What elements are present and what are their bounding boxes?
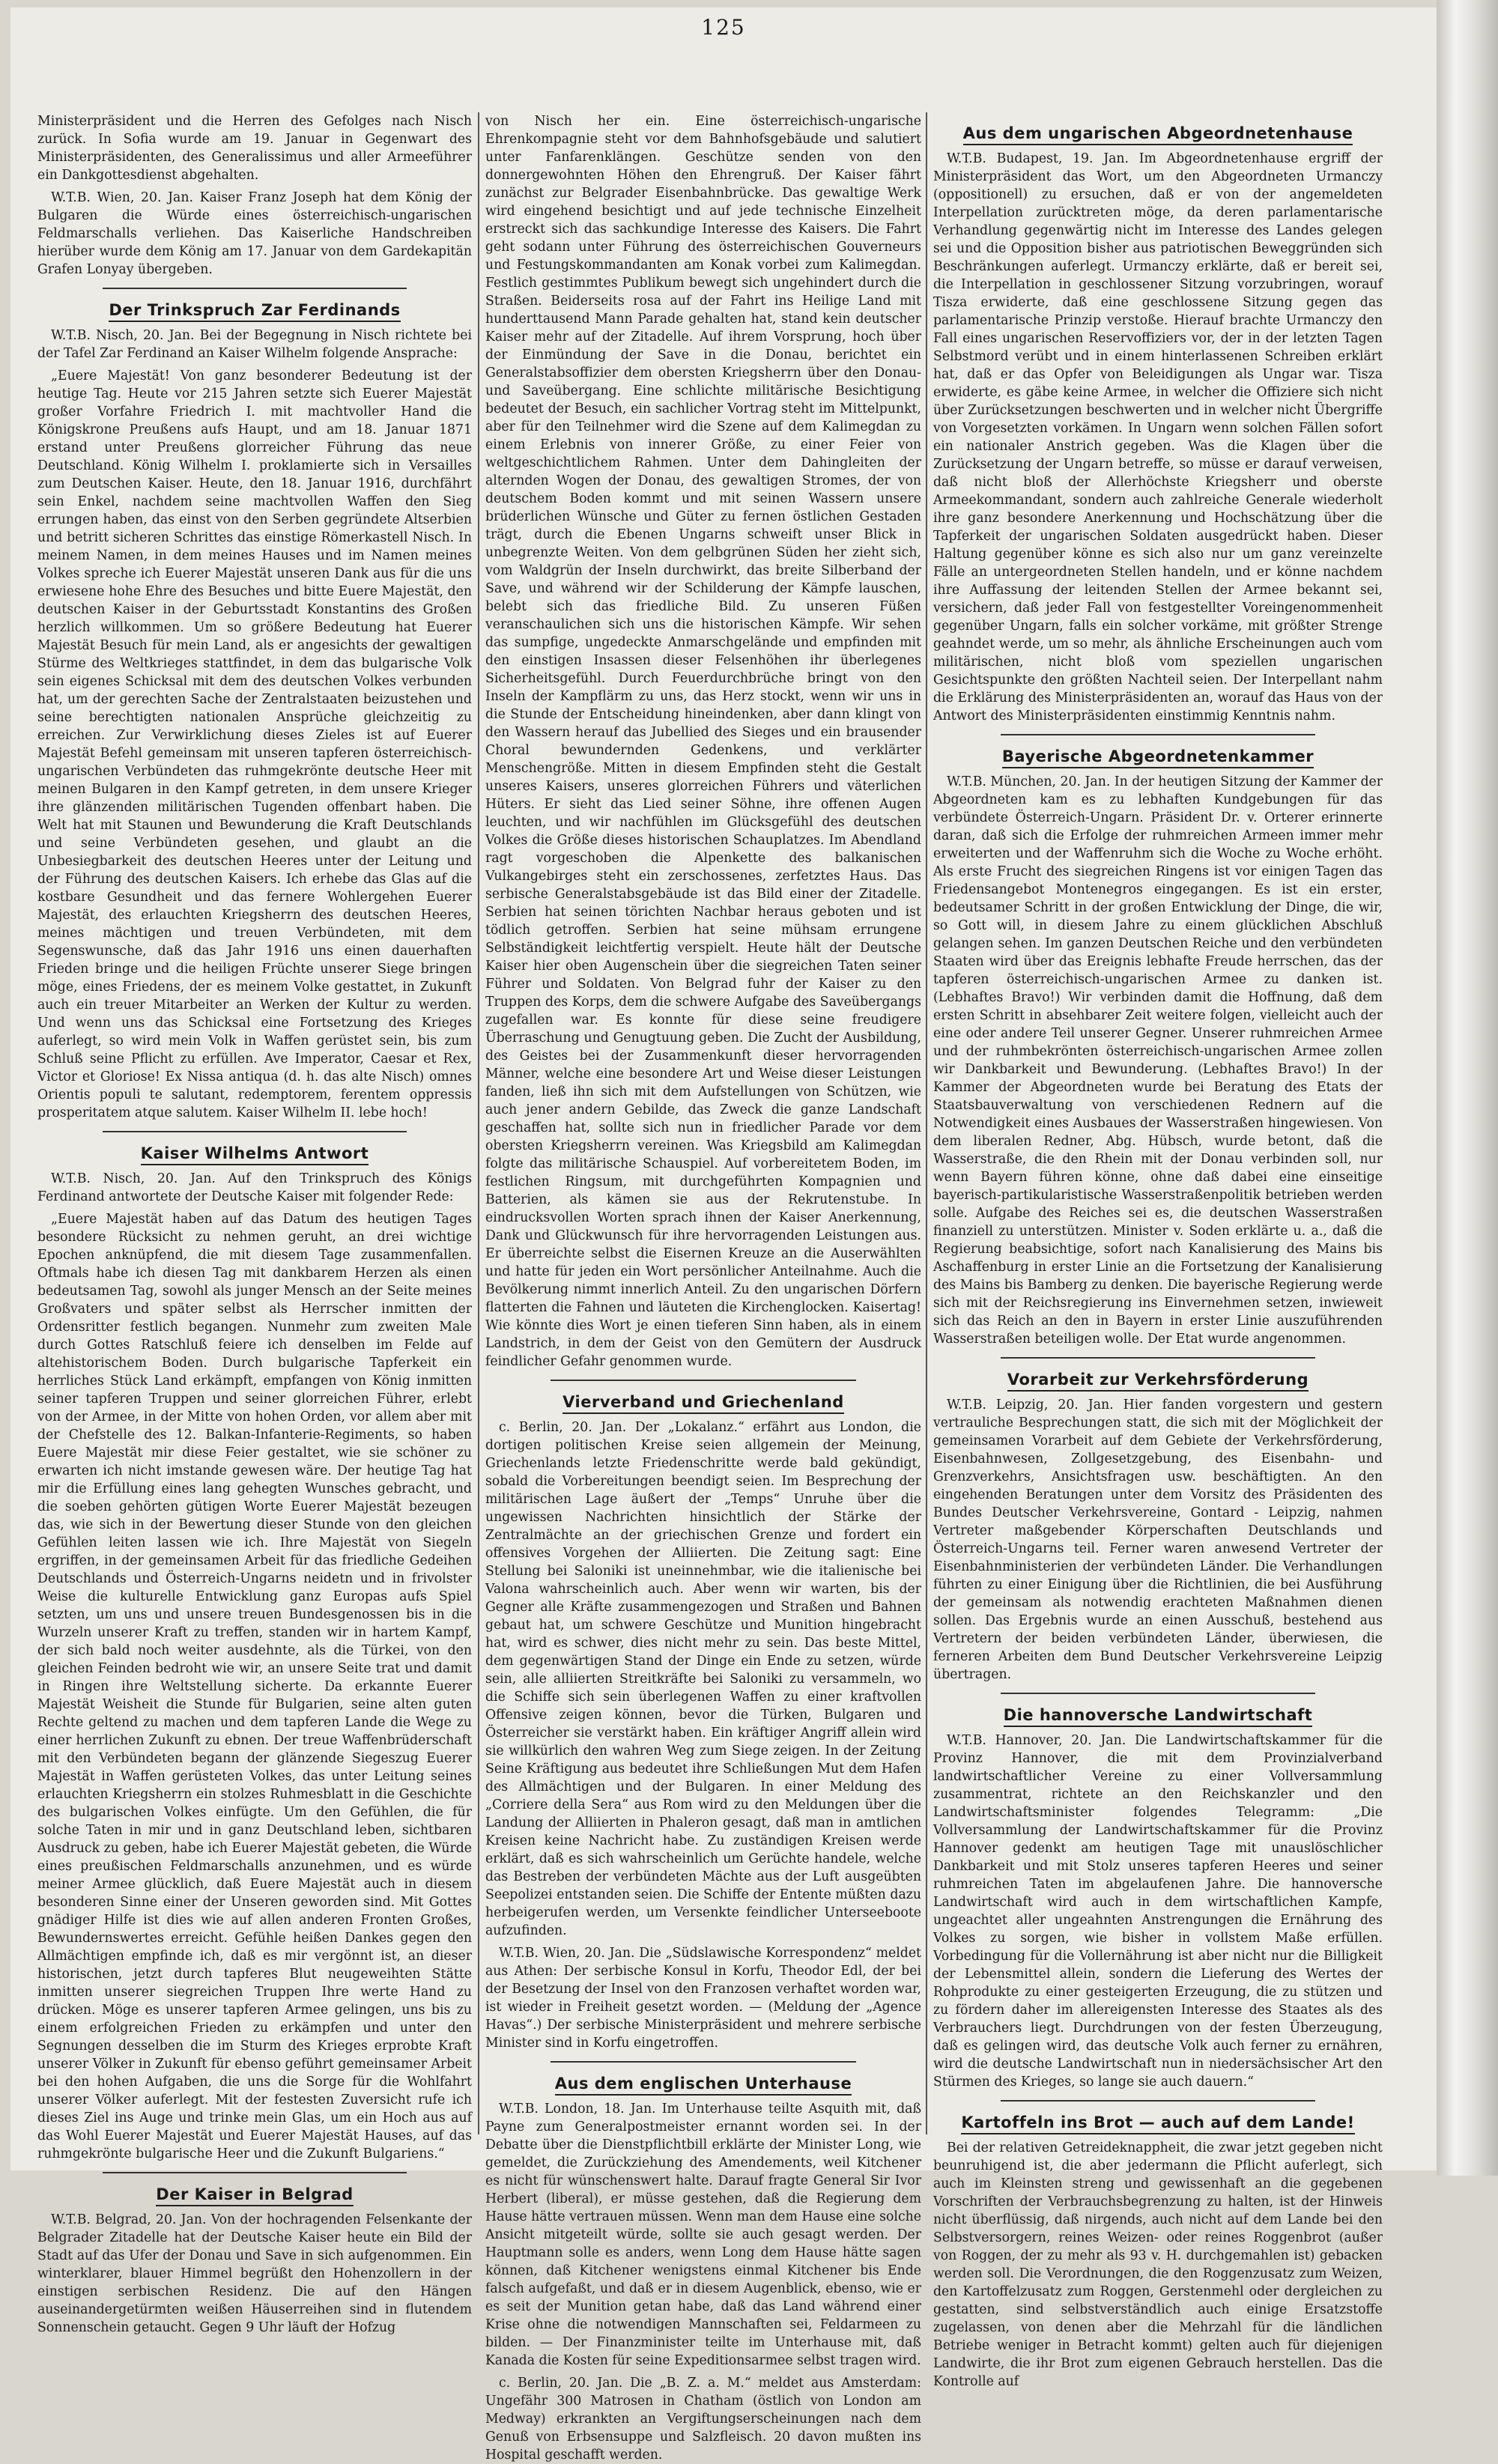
article-paragraph: W.T.B. Nisch, 20. Jan. Bei der Begegnung in Nisch richtete bei der Tafel Zar Ferdinand an Kaiser Wilhelm folgende Ansprache: <box>37 328 472 361</box>
article-headline <box>933 1706 1383 1724</box>
article-paragraph: W.T.B. London, 18. Jan. Im Unterhause teilte Asquith mit, daß Payne zum Generalpostmeister ernannt worden sei. In der Debatte über die Dienstpflichtbill erklärte der Minister Long, wie gemeldet, die Zurückziehung des Amendements, weil Kitchener es nicht für wünschenswert halte. Darauf fragte General Sir Ivor Herbert (liberal), er müsse gestehen, daß die Regierung dem Hause hätte vertrauen müssen. Wenn man dem Hause eine solche Ansicht mitgeteilt würde, sollte sie auch gesagt werden. Der Hauptmann solle es anders, wenn Long dem Hause hätte sagen können, daß Kitchener wenigstens einmal Kitchener bis Ende falsch aufgefaßt, und daß er in diesem Augenblick, ebenso, wie er es seit der Munition getan habe, daß das Land während einer Krise ohne die notwendigen Mannschaften sei, Feldarmeen zu bilden. — Der Finanzminister teilte im Unterhause mit, daß Kanada die Kosten für seine Expeditionsarmee selbst tragen wird. <box>485 2102 921 2368</box>
section-separator <box>103 1131 407 1132</box>
article-headline <box>485 1393 921 1411</box>
article-paragraph: W.T.B. Wien, 20. Jan. Kaiser Franz Joseph hat dem König der Bulgaren die Würde eines österreichisch-ungarischen Feldmarschalls verliehen. Das Kaiserliche Handschreiben hierüber wurde dem König am 17. Januar von dem Gardekapitän Grafen Lonyay übergeben. <box>37 190 472 277</box>
article-paragraph: W.T.B. Leipzig, 20. Jan. Hier fanden vorgestern und gestern vertrauliche Besprechungen statt, die sich mit der Möglichkeit der gemeinsamen Vorarbeit auf dem Gebiete der Verkehrsförderung, Eisenbahnwesen, Zollgesetzgebung, des Eisenbahn- und Grenzverkehrs, Ansichtsfragen usw. beschäftigten. An den eingehenden Beratungen unter dem Vorsitz des Präsidenten des Bundes Deutscher Verkehrsvereine, Gontard - Leipzig, nahmen Vertreter maßgebender Körperschaften Deutschlands und Österreich-Ungarns teil. Ferner waren anwesend Vertreter der Eisenbahnministerien der verbündeten Länder. Die Verhandlungen führten zu einer Einigung über die Richtlinien, die bei Ausführung der gemeinsam als notwendig erachteten Maßnahmen dienen sollen. Das Ergebnis wurde an einen Ausschuß, bestehend aus Vertretern der beiden verbündeten Länder, überwiesen, die ferneren Arbeiten dem Bund Deutscher Verkehrsvereine Leipzig übertragen. <box>933 1398 1383 1682</box>
article-paragraph: „Euere Majestät! Von ganz besonderer Bedeutung ist der heutige Tag. Heute vor 215 Jahren setzte sich Euerer Majestät großer Vorfahre Friedrich I. mit machtvoller Hand die Königskrone Preußens aufs Haupt, und am 18. Januar 1871 erstand unter Preußens glorreicher Führung das neue Deutschland. König Wilhelm I. proklamierte sich in Versailles zum Deutschen Kaiser. Heute, den 18. Januar 1916, durchfährt sein Enkel, nachdem seine machtvollen Waffen den Sieg errungen haben, das einst von den Serben gegründete Altserbien und betritt sicheren Schrittes das einstige Römerkastell Nisch. In meinem Namen, in dem meines Hauses und im Namen meines Volkes spreche ich Euerer Majestät unseren Dank aus für die uns erwiesene hohe Ehre des Besuches und bitte Euere Majestät, den deutschen Kaiser in der Geburtsstadt Konstantins des Großen herzlich willkommen. Um so größere Bedeutung hat Euerer Majestät Besuch für mein Land, als er angesichts der gewaltigen Stürme des Weltkrieges stattfindet, in dem das bulgarische Volk sein eigenes Schicksal mit dem des deutschen Volkes verbunden hat, um der gerechten Sache der Zentralstaaten beizustehen und seine berechtigten nationalen Ansprüche gleichzeitig zu erreichen. Zur Verwirklichung dieses Zieles ist auf Euerer Majestät Befehl gemeinsam mit unseren tapferen österreichisch-ungarischen Verbündeten das ruhmgekrönte deutsche Heer mit meinen Bulgaren in den Kampf getreten, in dem unsere Krieger ihre glänzenden militärischen Tugenden offenbart haben. Die Welt hat mit Staunen und Bewunderung die Kraft Deutschlands und seine Verbündeten gesehen, und glaubt an die Unbesiegbarkeit des deutschen Heeres unter der Leitung und der Führung des deutschen Kaisers. Ich erhebe das Glas auf die kostbare Gesundheit und das fernere Wohlergehen Euerer Majestät, des erlauchten Kriegsherrn des deutschen Heeres, meines mächtigen und treuen Verbündeten, mit dem Segenswunsche, daß das Jahr 1916 uns einen dauerhaften Frieden bringe und die heiligen Früchte unserer Siege bringen möge, eines Friedens, der es meinem Volke gestattet, in Zukunft auch ein treuer Mitarbeiter an Werken der Kultur zu werden. Und wenn uns das Schicksal eine Fortsetzung des Krieges auferlegt, so wird mein Volk in Waffen gerüstet sein, bis zum Schluß seine Pflicht zu erfüllen. Ave Imperator, Caesar et Rex, Victor et Gloriose! Ex Nissa antiqua (d. h. das alte Nisch) omnes Orientis populi te salutant, redemptorem, ferentem oppressis prosperitatem atque salutem. Kaiser Wilhelm II. lebe hoch! <box>37 368 472 1120</box>
article-headline <box>37 1144 472 1162</box>
article-paragraph: W.T.B. Wien, 20. Jan. Die „Südslawische Korrespondenz“ meldet aus Athen: Der serbische Konsul in Korfu, Theodor Edl, der bei der Besetzung der Insel von den Franzosen verhaftet worden war, ist wieder in Freiheit gesetzt worden. — (Meldung der „Agence Havas“.) Der serbische Ministerpräsident und mehrere serbische Minister sind in Korfu eingetroffen. <box>485 1946 921 2051</box>
article-headline-text: Der Kaiser in Belgrad <box>156 2185 353 2206</box>
section-separator <box>103 288 407 289</box>
article-paragraph: W.T.B. Belgrad, 20. Jan. Von der hochragenden Felsenkante der Belgrader Zitadelle hat der Deutsche Kaiser heute ein Bild der Stadt auf das Ufer der Donau und Save in sich aufgenommen. Ein winterklarer, blauer Himmel begrüßt den Hohenzollern in der einstigen serbischen Residenz. Die auf den Hängen auseinandergetürmten weißen Häuserreihen sind in flutendem Sonnenschein getaucht. Gegen 9 Uhr läuft der Hofzug <box>37 2212 472 2335</box>
column-divider <box>926 112 927 2134</box>
section-separator <box>103 2172 407 2173</box>
article-headline-text: Kartoffeln ins Brot — auch auf dem Lande! <box>961 2113 1354 2134</box>
article-headline-text: Bayerische Abgeordnetenkammer <box>1002 747 1314 768</box>
article-headline <box>37 2185 472 2203</box>
article-headline-text: Vorarbeit zur Verkehrsförderung <box>1007 1371 1309 1392</box>
article-paragraph: c. Berlin, 20. Jan. Die „B. Z. a. M.“ meldet aus Amsterdam: Ungefähr 300 Matrosen in Chatham (östlich von London am Medway) erkrankten an Vergiftungserscheinungen nach dem Genuß von Erbsensuppe und Salzfleisch. 20 davon mußten ins Hospital geschafft werden. <box>485 2376 921 2463</box>
article-headline-text: Aus dem englischen Unterhause <box>555 2075 852 2096</box>
section-separator <box>551 1380 855 1381</box>
article-paragraph: Ministerpräsident und die Herren des Gefolges nach Nisch zurück. In Sofia wurde am 19. Januar in Gegenwart des Ministerpräsidenten, des Generalissimus und aller Armeeführer ein Dankgottesdienst abgehalten. <box>37 114 472 183</box>
article-paragraph: W.T.B. Hannover, 20. Jan. Die Landwirtschaftskammer für die Provinz Hannover, die mit dem Provinzialverband landwirtschaftlicher Vereine zu einer Vollversammlung zusammentrat, richtete an den Reichskanzler und den Landwirtschaftsminister folgendes Telegramm: „Die Vollversammlung der Landwirtschaftskammer für die Provinz Hannover gedenkt am heutigen Tage mit unauslöschlicher Dankbarkeit und mit Stolz unseres tapferen Heeres und seiner ruhmreichen Taten im abgelaufenen Jahre. Die hannoversche Landwirtschaft wird auch in dem wirtschaftlichen Kampfe, ungeachtet aller ungeahnten Anstrengungen die Ernährung des Volkes zu sorgen, wie bisher in vollstem Maße erfüllen. Vorbedingung für die Vollernährung ist aber nicht nur die Billigkeit der Lebensmittel allein, sondern die Lieferung des Wertes der Rohprodukte zu einer gesteigerten Erzeugung, die zu stützen und zu fördern daher im allereigensten Interesse des Staates als des Verbrauchers liegt. Durchdrungen von der festen Überzeugung, daß es gelingen wird, das deutsche Volk auch ferner zu ernähren, wird die deutsche Landwirtschaft nun in niedersächsischer Art den Stürmen des Krieges, so lange sie auch dauern.“ <box>933 1733 1383 2090</box>
article-headline-text: Der Trinkspruch Zar Ferdinands <box>109 301 400 322</box>
section-separator <box>551 2061 855 2063</box>
article-headline <box>933 124 1383 142</box>
article-paragraph: „Euere Majestät haben auf das Datum des heutigen Tages besondere Rücksicht zu nehmen geruht, an drei wichtige Epochen anknüpfend, die mit diesem Tage zusammenfallen. Oftmals habe ich diesen Tag mit dankbarem Herzen als einen bedeutsamen Tag, sowohl als junger Mensch an der Seite meines Großvaters und später selbst als Herrscher inmitten der Ordensritter festlich begangen. Nunmehr zum zweiten Male durch Gottes Ratschluß feiere ich denselben im Felde auf altehistorischem Boden. Durch bulgarische Tapferkeit ein herrliches Stück Land erkämpft, empfangen von König inmitten seiner tapferen Truppen und seiner glorreichen Führer, erlebt von der Armee, in der Mitte von hohen Orden, vor allem aber mit der Chefstelle des 12. Balkan-Infanterie-Regiments, so haben Euere Majestät mir diese Feier gestaltet, wie sie schöner zu erwarten ich nicht imstande gewesen wäre. Der heutige Tag hat mir die Erfüllung eines lang gehegten Wunsches gebracht, und die soeben gehörten gütigen Worte Euerer Majestät bezeugen das, wie sich in der Bewertung dieser Stunde von den gleichen Gefühlen leiten lassen wie ich. Ihre Majestät von Siegeln ergriffen, in der gemeinsamen Arbeit für das friedliche Gedeihen Deutschlands und Österreich-Ungarns neidetn und in frivolster Weise die kulturelle Entwicklung ganz Europas aufs Spiel setzten, um uns und unsere treuen Bundesgenossen bis in die Wurzeln unserer Kraft zu treffen, standen wir in hartem Kampf, der sich bald noch weiter ausdehnte, als die Türkei, von den gleichen Feinden bedroht wie wir, an unsere Seite trat und damit in Ringen ihre Weltstellung sicherte. Da erkannte Euerer Majestät Weisheit die Stunde für Bulgarien, seine alten guten Rechte geltend zu machen und dem tapferen Lande die Wege zu einer herrlichen Zukunft zu ebnen. Der treue Waffenbrüderschaft mit den Verbündeten begann der glänzende Siegeszug Euerer Majestät in Waffen gerüsteten Volkes, das unter Leitung seines erlauchten Kriegsherrn ein stolzes Ruhmesblatt in die Geschichte des bulgarischen Volkes einfügte. Um den Gefühlen, die für solche Taten in mir und in ganz Deutschland leben, sichtbaren Ausdruck zu geben, habe ich Euerer Majestät gebeten, die Würde eines preußischen Feldmarschalls anzunehmen, und es würde meiner Armee glücklich, daß Euere Majestät auch in diesem besonderen Sinne einer der Unseren geworden sind. Mit Gottes gnädiger Hilfe ist dies wie auf allen anderen Fronten Großes, Bewundernswertes erreicht. Gefühle heißen Dankes gegen den Allmächtigen empfinde ich, daß es mir vergönnt ist, an dieser historischen, jetzt durch tapferes Blut neugeweihten Stätte inmitten unserer siegreichen Truppen Ihre werte Hand zu drücken. Möge es unserer tapferen Armee gelingen, uns bis zu einem erfolgreichen Frieden zu erkämpfen und unter den Segnungen desselben die im Sturm des Krieges erprobte Kraft unserer Völker in Zukunft für ebenso geführt gemeinsamer Arbeit bei den hohen Aufgaben, die uns die Sorge für die Wohlfahrt unserer Völker auferlegt. Mit der festesten Zuversicht rufe ich dieses Ziel ins Auge und trinke mein Glas, um ein Hoch aus auf das Wohl Euerer Majestät und Euerer Majestät Hauses, auf das ruhmgekrönte bulgarische Heer und die Zukunft Bulgariens.“ <box>37 1212 472 2161</box>
article-headline <box>933 747 1383 765</box>
article-paragraph: W.T.B. Budapest, 19. Jan. Im Abgeordnetenhause ergriff der Ministerpräsident das Wort, um den Abgeordneten Urmanczy (oppositionell) zu ersuchen, daß er von der angemeldeten Interpellation zurücktreten möge, da deren parlamentarische Verhandlung gegenwärtig nicht im Interesse des Landes gelegen sei und die Opposition bisher aus patriotischen Beweggründen sich Beschränkungen auferlegt. Urmanczy erklärte, daß er bereit sei, die Interpellation in geschlossener Sitzung vorzubringen, worauf Tisza erwiderte, daß eine geschlossene Sitzung gegen das parlamentarische Prinzip verstoße. Hierauf brachte Urmanczy den Fall eines ungarischen Reservoffiziers vor, der in der letzten Tagen Selbstmord verübt und in einem hinterlassenen Schreiben erklärt hat, daß er das Opfer von Beleidigungen als Ungar war. Tisza erwiderte, es gäbe keine Armee, in welcher die Offiziere sich nicht über Zurücksetzungen beschwerten und in welcher nicht Übergriffe von Vorgesetzten vorkämen. In Ungarn wenn solchen Fällen sofort ein nationaler Anstrich gegeben. Was die Klagen über die Zurücksetzung der Ungarn betreffe, so müsse er darauf verweisen, daß nicht bloß der Allerhöchste Kriegsherr und oberste Armeekommandant, sondern auch zahlreiche Generale wiederholt ihre ganz besondere Anerkennung und Hochschätzung über die Tapferkeit der ungarischen Soldaten ausgedrückt haben. Dieser Haltung gegenüber könne es sich also nur um ganz vereinzelte Fälle an untergeordneten Stellen handeln, und er könne nachdem ihre Auffassung der leitenden Stellen der Armee bekannt sei, versichern, daß jeder Fall von festgestellter Voreingenommenheit gegenüber Ungarn, falls ein solcher vorkäme, mit größter Strenge geahndet werde, um so mehr, als ähnliche Erscheinungen auch vom militärischen, nicht bloß vom speziellen ungarischen Gesichtspunkte den größten Nachteil seien. Der Interpellant nahm die Erklärung des Ministerpräsidenten an, worauf das Haus von der Antwort des Ministerpräsidenten einstimmig Kenntnis nahm. <box>933 151 1383 723</box>
section-separator <box>1001 2100 1315 2102</box>
article-paragraph: c. Berlin, 20. Jan. Der „Lokalanz.“ erfährt aus London, die dortigen politischen Kreise seien allgemein der Meinung, Griechenlands letzte Friedenschritte werde bald gekündigt, sobald die Vorbereitungen beendigt seien. Im Besprechung der militärischen Lage äußert der „Temps“ Unruhe über die ungewissen Nachrichten hinsichtlich der Stärke der Zentralmächte an der griechischen Grenze und fordert ein offensives Vorgehen der Alliierten. Die Zeitung sagt: Eine Stellung bei Saloniki ist uneinnehmbar, wie die italienische bei Valona wahrscheinlich auch. Aber wenn wir warten, bis der Gegner alle Kräfte zusammengezogen und Straßen und Bahnen gebaut hat, um schwere Geschütze und Munition hingebracht hat, wird es schwer, dies nicht mehr zu sein. Das beste Mittel, dem gegenwärtigen Stand der Dinge ein Ende zu setzen, würde sein, alle alliierten Streitkräfte bei Saloniki zu versammeln, wo die Schiffe sich sein überlegenen Waffen zu einer kraftvollen Offensive zeigen können, bevor die Türken, Bulgaren und Österreicher sie verstärkt haben. Ein kräftiger Angriff allein wird sie willkürlich den wahren Weg zum Siege zeigen. In der Zeitung Seine Kräftigung aus bedeutet ihre Schließungen Mut dem Hafen des Allmächtigen und der Bulgaren. In einer Meldung des „Corriere della Sera“ aus Rom wird zu den Meldungen über die Landung der Alliierten in Phaleron gesagt, daß man in amtlichen Kreisen keine Nachricht habe. Zu zuständigen Kreisen werde erklärt, daß es sich wahrscheinlich um Gerüchte handele, welche das Bestreben der verbündeten Mächte aus der Luft ausgeübten Seepolizei entstanden seien. Die Schiffe der Entente müßten dazu herbeigerufen werden, um Versenkte feindlicher Unterseeboote aufzufinden. <box>485 1420 921 1938</box>
column-divider <box>478 112 479 2134</box>
article-paragraph: von Nisch her ein. Eine österreichisch-ungarische Ehrenkompagnie steht vor dem Bahnhofsgebäude und salutiert unter Fanfarenklängen. Geschütze senden von den donnergewohnten Höhen den Ehrengruß. Der Kaiser fährt zunächst zur Belgrader Eisenbahnbrücke. Das gewaltige Werk wird eingehend besichtigt und auf jede technische Einzelheit erstreckt sich das sachkundige Interesse des Kaisers. Die Fahrt geht sodann unter Führung des österreichischen Gouverneurs und Festungskommandanten am Konak vorbei zum Kalimegdan. Festlich gestimmtes Publikum bewegt sich ungehindert durch die Straßen. Beiderseits rosa auf der Fahrt ins Heilige Land mit hunderttausend Mann Parade gehalten hat, stand kein deutscher Kaiser mehr auf der Zitadelle. Auf ihrem Vorsprung, hoch über der Einmündung der Save in die Donau, berichtet ein Generalstabsoffizier dem obersten Kriegsherrn über den Donau- und Saveübergang. Eine schlichte militärische Besichtigung bedeutet der Besuch, ein sachlicher Vortrag steht im Mittelpunkt, aber für den Teilnehmer wird die Szene auf dem Kalimegdan zu einem Erlebnis von innerer Größe, zu einer Feier von weltgeschichtlichem Rahmen. Unter dem Dahingleiten der alternden Wogen der Donau, des gewaltigen Stromes, der von deutschem Boden kommt und mit seinen Wassern unsere brüderlichen Wünsche und Güter zu fernen östlichen Gestaden trägt, durch die Ebenen Ungarns schweift unser Blick in unbegrenzte Weiten. Von dem gelbgrünen Süden her zieht sich, vom Waldgrün der Inseln durchwirkt, das breite Silberband der Save, und während wir der Schilderung der Kämpfe lauschen, belebt sich das friedliche Bild. Zu unseren Füßen veranschaulichen sich uns die historischen Kämpfe. Wir sehen das sumpfige, ungedeckte Anmarschgelände und empfinden mit den einstigen Insassen dieser Felsenhöhen ihr überlegenes Sicherheitsgefühl. Durch Feuerdurchbrüche bringt von den Inseln der Kampflärm zu uns, das Herz stockt, wenn wir uns in die Stunde der Entscheidung hineindenken, aber dann klingt von den Wassern herauf das Jubellied des Sieges und ein brausender Choral bewundernden Gedenkens, und verklärter Menschengröße. Mitten in diesem Empfinden steht die Gestalt unseres Kaisers, unseres glorreichen Führers und väterlichen Hüters. Er sieht das Lied seiner Söhne, ihre offenen Augen leuchten, und wir nachfühlen im Glücksgefühl des deutschen Volkes die Größe dieses historischen Schauplatzes. Im Abendland ragt vorgeschoben die Alpenkette des balkanischen Vulkangebirges steht ein zerschossenes, zerfetztes Haus. Das serbische Generalstabsgebäude ist das Bild einer der Zitadelle. Serbien hat seinen törichten Nachbar heraus geboten und ist tödlich getroffen. Serbien hat seine mühsam errungene Selbständigkeit leichtfertig verspielt. Heute hält der Deutsche Kaiser hier oben Augenschein über die siegreichen Taten seiner Führer und Soldaten. Von Belgrad fuhr der Kaiser zu den Truppen des Korps, dem die schwere Aufgabe des Saveübergangs zugefallen war. Es konnte für diese seine freudigere Überraschung und Genugtuung geben. Die Zucht der Ausbildung, des Geistes bei der Zusammenkunft dieser hervorragenden Männer, welche eine besondere Art und Weise dieser Leistungen fanden, ließ ihn sich mit dem Aufstellungen von Schützen, wie auch jener andern Gebilde, das Zweck die ganze Landschaft geschaffen hat, sollte sich nun in friedlicher Parade vor dem obersten Kriegsherrn vereinen. Was Kriegsbild am Kalimegdan folgte das militärische Schauspiel. Auf vorbereitetem Boden, im festlichen Ringsum, mit durchgeführten Kompagnien und Batterien, als kämen sie aus der Rekrutenstube. In eindrucksvollen Worten sprach ihnen der Kaiser Anerkennung, Dank und Glückwunsch für ihre hervorragenden Leistungen aus. Er überreichte selbst die Eisernen Kreuze an die Auserwählten und hatte für jeden ein Wort persönlicher Anteilnahme. Auch die Bevölkerung nimmt innerlich Anteil. Zu den ungarischen Dörfern flatterten die Fahnen und läuteten die Kirchenglocken. Kaisertag! Wie könnte dies Wort je einen tieferen Sinn haben, als in einem Landstrich, in dem der Geist von den Gemütern der Ausdruck feindlicher Gefahr genommen wurde. <box>485 114 921 1369</box>
section-separator <box>1001 734 1315 735</box>
column-3 <box>933 112 1383 2389</box>
article-paragraph: W.T.B. Nisch, 20. Jan. Auf den Trinkspruch des Königs Ferdinand antwortete der Deutsche Kaiser mit folgender Rede: <box>37 1171 472 1204</box>
article-headline <box>37 301 472 319</box>
article-headline-text: Die hannoversche Landwirtschaft <box>1004 1706 1313 1727</box>
article-headline <box>485 2075 921 2093</box>
article-headline-text: Aus dem ungarischen Abgeordnetenhause <box>963 124 1353 145</box>
newspaper-page <box>10 7 1437 2463</box>
page-number: 125 <box>701 15 746 40</box>
article-headline <box>933 1371 1383 1389</box>
binding-edge <box>1437 0 1498 2176</box>
article-paragraph: W.T.B. München, 20. Jan. In der heutigen Sitzung der Kammer der Abgeordneten kam es zu lebhaften Kundgebungen für das verbündete Österreich-Ungarn. Präsident Dr. v. Orterer erinnerte daran, daß sich die Erfolge der ruhmreichen Armeen immer mehr erweiterten und der Waffenruhm sich die Woche zu Woche erhöht. Als erste Frucht des siegreichen Ringens ist vor einigen Tagen das Friedensangebot Montenegros eingegangen. Es ist ein erster, bedeutsamer Schritt in der großen Entwicklung der Dinge, die wir, so Gott will, in diesem Jahre zu einem glücklichen Abschluß gelangen sehen. Im ganzen Deutschen Reiche und den verbündeten Staaten wird über das Ereignis lebhafte Freude herrschen, das der tapferen österreichisch-ungarischen Armee zu danken ist. (Lebhaftes Bravo!) Wir verbinden damit die Hoffnung, daß dem ersten Schritt in absehbarer Zeit weitere folgen, vielleicht auch der eine oder andere Teil unserer Gegner. Unserer ruhmreichen Armee und der ruhmbekrönten österreichisch-ungarischen Armee zollen wir Dankbarkeit und Bewunderung. (Lebhaftes Bravo!) In der Kammer der Abgeordneten wurde bei Beratung des Etats der Staatsbauverwaltung von verschiedenen Rednern auf die Notwendigkeit eines Ausbaues der Wasserstraßen hingewiesen. Von dem liberalen Redner, Abg. Hübsch, wurde betont, daß die Wasserstraße, die den Rhein mit der Donau verbinden soll, nur wenn Bayern führen könne, ohne daß dabei eine einseitige bayerisch-partikularistische Wasserstraßenpolitik betrieben werden solle. Aufgabe des Reiches sei es, die deutschen Wasserstraßen finanziell zu unterstützen. Minister v. Soden erklärte u. a., daß die Regierung beabsichtige, sofort nach Kanalisierung des Mains bis Aschaffenburg in erster Linie an die Fortsetzung der Kanalisierung des Mains bis Bamberg zu denken. Die bayerische Regierung werde sich mit der Reichsregierung ins Einvernehmen setzen, inwieweit sich das Reich an den in Bayern in erster Linie auszuführenden Wasserstraßen beteiligen wolle. Der Etat wurde angenommen. <box>933 774 1383 1347</box>
section-separator <box>1001 1357 1315 1359</box>
article-headline-text: Vierverband und Griechenland <box>562 1393 844 1414</box>
column-1 <box>37 112 472 2335</box>
column-2 <box>485 112 921 2463</box>
article-headline <box>933 2113 1383 2131</box>
section-separator <box>1001 1693 1315 1694</box>
article-paragraph: Bei der relativen Getreideknappheit, die zwar jetzt gegeben nicht beunruhigend ist, die aber jedermann die Pflicht auferlegt, sich auch im Kleinsten streng und gewissenhaft an die gegebenen Vorschriften der Verbrauchsbegrenzung zu halten, ist der Hinweis nicht überflüssig, daß nirgends, auch nicht auf dem Lande bei den Selbstversorgern, reines Weizen- oder reines Roggenbrot (außer von Roggen, der zu mehr als 93 v. H. durchgemahlen ist) gebacken werden soll. Die Verordnungen, die den Roggenzusatz zum Weizen, den Kartoffelzusatz zum Roggen, Gerstenmehl oder dergleichen zu gestatten, sind selbstverständlich auch einige Ersatzstoffe zugelassen, von denen aber die Mehrzahl für die ländlichen Betriebe weniger in Betracht kommt) gelten auch für diejenigen Landwirte, die ihr Brot zum eigenen Gebrauch herstellen. Das die Kontrolle auf <box>933 2140 1383 2389</box>
article-headline-text: Kaiser Wilhelms Antwort <box>141 1144 369 1165</box>
